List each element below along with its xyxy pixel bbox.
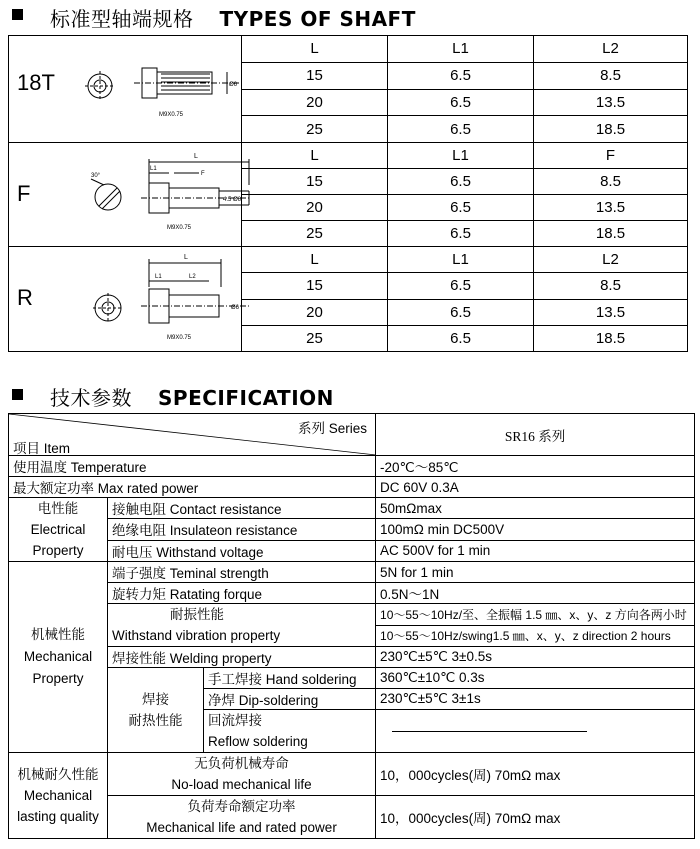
value-cell: 8.5 <box>534 273 688 299</box>
life-en2: lasting quality <box>17 809 99 824</box>
value-cell: 15 <box>242 273 388 299</box>
mechanical-group <box>9 562 108 753</box>
table-row <box>9 562 695 583</box>
table-row <box>9 498 695 519</box>
table-row <box>9 456 695 477</box>
header-cell: L2 <box>534 36 688 63</box>
l2-dim-label: L2 <box>189 274 196 280</box>
l1-dim-label: L1 <box>155 274 162 280</box>
value-cell: 25 <box>242 116 388 143</box>
table-row <box>9 540 695 561</box>
table-row <box>9 247 688 273</box>
series-value: SR16 系列 <box>376 414 695 456</box>
specification-table <box>8 413 695 839</box>
value-cell: 6.5 <box>388 299 534 325</box>
rated-label-cn: 负荷寿命额定功率 <box>187 799 296 814</box>
value-cell: 6.5 <box>388 221 534 247</box>
electrical-en2: Property <box>32 543 84 558</box>
life-en1: Mechanical <box>23 788 93 803</box>
vibration-value-cn: 10～55～10Hz/至、全振幅 1.5 ㎜、x、y、z 方向各两小时 <box>376 604 695 626</box>
header-cell: L <box>242 143 388 169</box>
rated-life-label <box>108 796 376 839</box>
rated-life-value: 10，000cycles(周) 70mΩ max <box>376 796 695 839</box>
life-group <box>9 753 108 839</box>
table-row <box>9 668 695 689</box>
shaft-title-en: TYPES OF SHAFT <box>219 7 416 31</box>
solder-heat-group <box>108 668 204 753</box>
table-row <box>9 604 695 626</box>
table-row <box>9 414 695 456</box>
shaft-r-drawing <box>9 247 242 351</box>
shaft-18t-drawing <box>9 36 242 142</box>
table-row <box>9 477 695 498</box>
hand-soldering-value: 360℃±10℃ 0.3s <box>376 668 695 689</box>
value-cell: 8.5 <box>534 62 688 89</box>
dip-soldering-label: 净焊 Dip-soldering <box>204 689 376 710</box>
table-row <box>9 753 695 796</box>
value-cell: 6.5 <box>388 62 534 89</box>
dia-label: Ø6 <box>231 305 240 311</box>
dia-label: Ø6 <box>233 196 242 203</box>
mechanical-cn: 机械性能 <box>31 627 85 642</box>
power-value: DC 60V 0.3A <box>376 477 695 498</box>
rotating-torque-value: 0.5N～1N <box>376 583 695 604</box>
value-cell: 13.5 <box>534 299 688 325</box>
terminal-strength-value: 5N for 1 min <box>376 562 695 583</box>
rotating-torque-label: 旋转力矩 Ratating forque <box>108 583 376 604</box>
table-row <box>9 519 695 540</box>
contact-resistance-value: 50mΩmax <box>376 498 695 519</box>
value-cell: 6.5 <box>388 195 534 221</box>
temperature-label: 使用温度 Temperature <box>9 456 376 477</box>
shaft-title-cn: 标准型轴端规格 <box>50 7 194 31</box>
withstand-voltage-label: 耐电压 Withstand voltage <box>108 540 376 561</box>
header-cell: L1 <box>388 143 534 169</box>
thread-label: M9X0.75 <box>159 112 184 118</box>
header-cell: F <box>534 143 688 169</box>
type-name: F <box>17 180 31 206</box>
life-cn: 机械耐久性能 <box>17 767 99 782</box>
power-label: 最大额定功率 Max rated power <box>9 477 376 498</box>
vibration-value-en: 10～55～10Hz/swing1.5 ㎜、x、y、z direction 2 hours <box>376 625 695 647</box>
header-diagonal-cell <box>9 414 376 456</box>
item-label: 项目 Item <box>13 441 71 456</box>
value-cell: 25 <box>242 221 388 247</box>
value-cell: 15 <box>242 62 388 89</box>
spec-section-title <box>50 382 334 411</box>
reflow-soldering-label <box>204 710 376 753</box>
type-name: R <box>17 285 33 310</box>
value-cell: 18.5 <box>534 221 688 247</box>
type-r-cell <box>9 247 242 352</box>
noload-label-en: No-load mechanical life <box>171 777 312 792</box>
dip-soldering-value: 230℃±5℃ 3±1s <box>376 689 695 710</box>
series-label: 系列 Series <box>297 421 368 436</box>
value-cell: 13.5 <box>534 195 688 221</box>
type-name: 18T <box>17 70 55 95</box>
reflow-soldering-value <box>376 710 695 753</box>
value-cell: 6.5 <box>388 89 534 116</box>
flat-label: 4.5 <box>223 196 232 203</box>
insulation-value: 100mΩ min DC500V <box>376 519 695 540</box>
spec-title-cn: 技术参数 <box>50 386 132 410</box>
reflow-blank-line <box>392 730 587 732</box>
shaft-types-table <box>8 35 688 352</box>
reflow-label-cn: 回流焊接 <box>208 713 262 728</box>
electrical-cn: 电性能 <box>37 501 79 516</box>
vibration-label-en: Withstand vibration property <box>112 628 281 643</box>
temperature-value: -20℃～85℃ <box>376 456 695 477</box>
value-cell: 13.5 <box>534 89 688 116</box>
welding-value: 230℃±5℃ 3±0.5s <box>376 647 695 668</box>
welding-label: 焊接性能 Welding property <box>108 647 376 668</box>
l-dim-label: L <box>184 254 188 261</box>
thread-label: M9X0.75 <box>167 335 192 341</box>
thread-label: M9X0.75 <box>167 224 192 231</box>
rated-label-en: Mechanical life and rated power <box>146 820 337 835</box>
hand-soldering-label: 手工焊接 Hand soldering <box>204 668 376 689</box>
header-cell: L <box>242 247 388 273</box>
dia-label: Ø6 <box>229 82 238 88</box>
value-cell: 6.5 <box>388 273 534 299</box>
table-row <box>9 36 688 63</box>
value-cell: 6.5 <box>388 116 534 143</box>
value-cell: 15 <box>242 169 388 195</box>
header-cell: L <box>242 36 388 63</box>
contact-resistance-label: 接触电阻 Contact resistance <box>108 498 376 519</box>
insulation-label: 绝缘电阻 Insulateon resistance <box>108 519 376 540</box>
electrical-en1: Electrical <box>30 522 86 537</box>
noload-life-value: 10，000cycles(周) 70mΩ max <box>376 753 695 796</box>
f-dim-label: F <box>201 170 205 177</box>
reflow-label-en: Reflow soldering <box>208 734 308 749</box>
type-18t-cell <box>9 36 242 143</box>
value-cell: 6.5 <box>388 169 534 195</box>
electrical-group <box>9 498 108 562</box>
noload-life-label <box>108 753 376 796</box>
mechanical-en1: Mechanical <box>23 649 93 664</box>
value-cell: 18.5 <box>534 325 688 351</box>
terminal-strength-label: 端子强度 Teminal strength <box>108 562 376 583</box>
value-cell: 20 <box>242 89 388 116</box>
table-row <box>9 796 695 839</box>
l-dim-label: L <box>194 152 198 160</box>
shaft-section-title <box>50 3 416 32</box>
shaft-f-drawing <box>9 145 242 245</box>
type-f-cell <box>9 143 242 247</box>
vibration-label-cn: 耐振性能 <box>170 607 224 622</box>
solder-group-label1: 焊接 <box>142 692 169 707</box>
header-cell: L1 <box>388 36 534 63</box>
withstand-voltage-value: AC 500V for 1 min <box>376 540 695 561</box>
table-row <box>9 647 695 668</box>
value-cell: 18.5 <box>534 116 688 143</box>
angle-label: 30° <box>91 172 101 179</box>
noload-label-cn: 无负荷机械寿命 <box>194 756 289 771</box>
value-cell: 25 <box>242 325 388 351</box>
mechanical-en2: Property <box>32 671 84 686</box>
spec-title-en: SPECIFICATION <box>158 386 334 410</box>
table-row <box>9 583 695 604</box>
value-cell: 20 <box>242 299 388 325</box>
bullet-square-icon <box>12 9 23 20</box>
header-cell: L2 <box>534 247 688 273</box>
value-cell: 20 <box>242 195 388 221</box>
l1-dim-label: L1 <box>150 165 157 172</box>
vibration-label <box>108 604 376 647</box>
value-cell: 8.5 <box>534 169 688 195</box>
header-cell: L1 <box>388 247 534 273</box>
table-row <box>9 143 688 169</box>
solder-group-label2: 耐热性能 <box>128 713 183 728</box>
bullet-square-icon <box>12 389 23 400</box>
value-cell: 6.5 <box>388 325 534 351</box>
